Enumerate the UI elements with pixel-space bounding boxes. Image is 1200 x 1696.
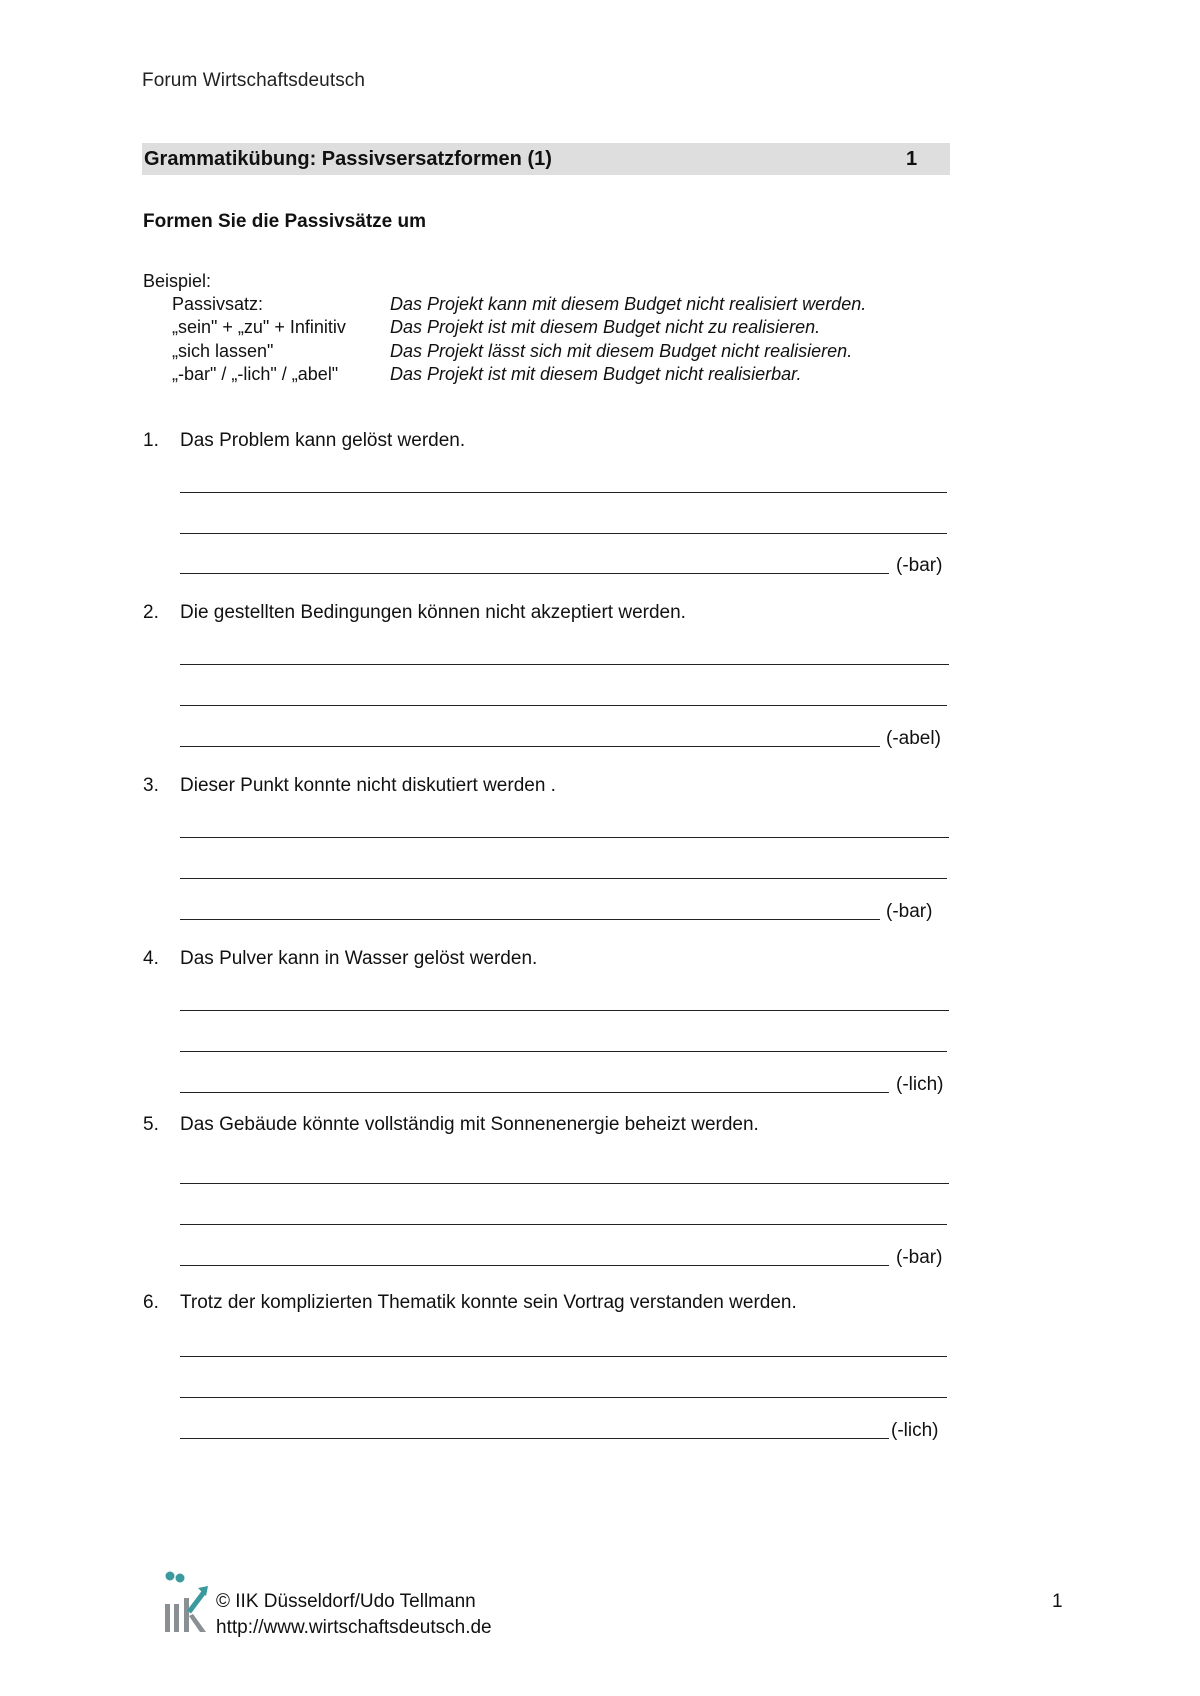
exercise-number: 5. <box>143 1114 159 1135</box>
answer-line[interactable] <box>180 533 947 534</box>
answer-line[interactable] <box>180 492 947 493</box>
example-sentence: Das Projekt ist mit diesem Budget nicht realisierbar. <box>390 364 802 384</box>
worksheet-title: Grammatikübung: Passivsersatzformen (1) <box>144 148 552 170</box>
exercise-hint: (-abel) <box>886 728 941 749</box>
exercise-number: 2. <box>143 602 159 623</box>
exercise-hint: (-bar) <box>896 1247 943 1268</box>
example-sentence: Das Projekt lässt sich mit diesem Budget nicht realisieren. <box>390 341 853 361</box>
answer-line[interactable] <box>180 1265 889 1266</box>
exercise-hint: (-bar) <box>896 555 943 576</box>
footer-copyright: © IIK Düsseldorf/Udo Tellmann <box>216 1591 476 1612</box>
answer-line[interactable] <box>180 1356 947 1357</box>
exercise-sentence: Die gestellten Bedingungen können nicht akzeptiert werden. <box>180 602 686 623</box>
example-type: „sich lassen" <box>172 341 274 361</box>
exercise-hint: (-lich) <box>891 1420 939 1441</box>
example-type: „-bar" / „-lich" / „abel" <box>172 364 339 384</box>
exercise-hint: (-bar) <box>886 901 933 922</box>
exercise-number: 6. <box>143 1292 159 1313</box>
exercise-number: 4. <box>143 948 159 969</box>
answer-line[interactable] <box>180 1438 889 1439</box>
worksheet-number: 1 <box>906 148 918 170</box>
answer-line[interactable] <box>180 1224 947 1225</box>
answer-line[interactable] <box>180 1051 947 1052</box>
exercise-number: 1. <box>143 430 159 451</box>
answer-line[interactable] <box>180 1183 949 1184</box>
page-number: 1 <box>1052 1591 1063 1612</box>
answer-line[interactable] <box>180 878 947 879</box>
answer-line[interactable] <box>180 664 949 665</box>
answer-line[interactable] <box>180 1010 949 1011</box>
answer-line[interactable] <box>180 573 889 574</box>
exercise-sentence: Dieser Punkt konnte nicht diskutiert werden . <box>180 775 556 796</box>
answer-line[interactable] <box>180 746 880 747</box>
answer-line[interactable] <box>180 1092 889 1093</box>
answer-line[interactable] <box>180 837 949 838</box>
page-header: Forum Wirtschaftsdeutsch <box>142 70 366 91</box>
exercise-sentence: Trotz der komplizierten Thematik konnte sein Vortrag verstanden werden. <box>180 1292 797 1313</box>
exercise-hint: (-lich) <box>896 1074 944 1095</box>
exercise-sentence: Das Gebäude könnte vollständig mit Sonnenenergie beheizt werden. <box>180 1114 759 1135</box>
example-sentence: Das Projekt ist mit diesem Budget nicht zu realisieren. <box>390 317 821 337</box>
exercise-number: 3. <box>143 775 159 796</box>
example-type: „sein" + „zu" + Infinitiv <box>172 317 346 337</box>
exercise-sentence: Das Problem kann gelöst werden. <box>180 430 466 451</box>
example-type: Passivsatz: <box>172 294 264 314</box>
answer-line[interactable] <box>180 919 880 920</box>
iik-logo-icon <box>160 1570 216 1636</box>
exercise-sentence: Das Pulver kann in Wasser gelöst werden. <box>180 948 538 969</box>
instruction: Formen Sie die Passivsätze um <box>143 211 427 232</box>
example-label: Beispiel: <box>143 271 212 291</box>
footer-url[interactable]: http://www.wirtschaftsdeutsch.de <box>216 1617 492 1638</box>
answer-line[interactable] <box>180 705 947 706</box>
answer-line[interactable] <box>180 1397 947 1398</box>
example-sentence: Das Projekt kann mit diesem Budget nicht realisiert werden. <box>390 294 867 314</box>
